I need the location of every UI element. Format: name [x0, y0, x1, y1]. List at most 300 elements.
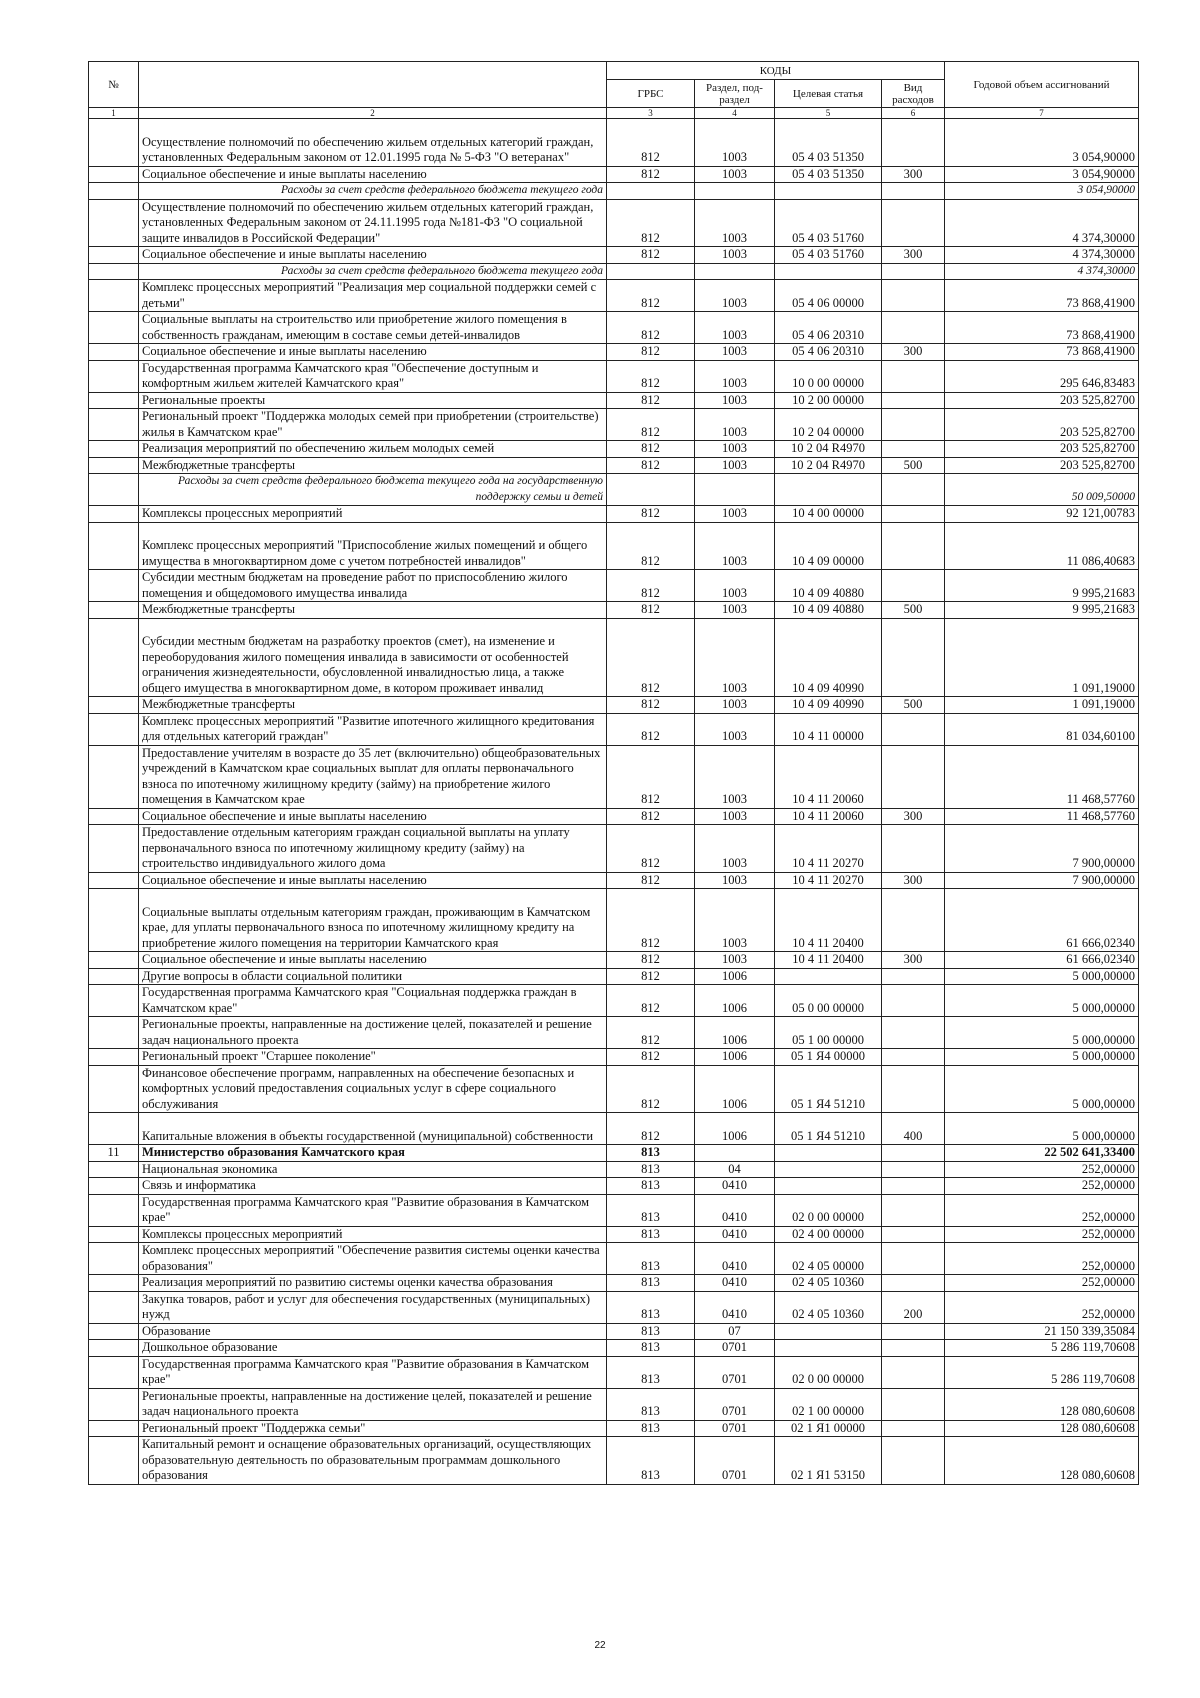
colnum-1: 1 [89, 108, 139, 119]
table-row [89, 1323, 1139, 1340]
cell-razdel: 1003 [695, 522, 775, 570]
table-row [89, 1049, 1139, 1066]
cell-tsel: 02 0 00 00000 [775, 1356, 882, 1388]
cell-vid: 500 [882, 457, 945, 474]
cell-grbs: 812 [607, 441, 695, 458]
cell-tsel: 05 4 03 51350 [775, 166, 882, 183]
cell-name: Другие вопросы в области социальной политики [139, 968, 607, 985]
cell-grbs: 813 [607, 1194, 695, 1226]
cell-amt: 61 666,02340 [945, 889, 1139, 952]
table-row [89, 1194, 1139, 1226]
cell-amt: 73 868,41900 [945, 344, 1139, 361]
cell-tsel: 05 4 06 20310 [775, 312, 882, 344]
cell-name: Финансовое обеспечение программ, направленных на обеспечение безопасных и комфортных условий предоставления социальных услуг в сфере социального обслуживания [139, 1065, 607, 1113]
cell-razdel: 1006 [695, 1049, 775, 1066]
cell-razdel: 1003 [695, 166, 775, 183]
cell-num [89, 1113, 139, 1145]
cell-vid [882, 409, 945, 441]
cell-amt: 5 000,00000 [945, 1049, 1139, 1066]
table-row [89, 166, 1139, 183]
cell-amt: 203 525,82700 [945, 409, 1139, 441]
table-row [89, 985, 1139, 1017]
table-row [89, 392, 1139, 409]
colnum-3: 3 [607, 108, 695, 119]
cell-vid: 300 [882, 952, 945, 969]
cell-vid [882, 360, 945, 392]
cell-tsel [775, 474, 882, 506]
cell-razdel: 0410 [695, 1243, 775, 1275]
cell-amt: 5 000,00000 [945, 1113, 1139, 1145]
cell-num [89, 344, 139, 361]
cell-name: Региональные проекты [139, 392, 607, 409]
table-row [89, 280, 1139, 312]
cell-razdel: 0701 [695, 1356, 775, 1388]
cell-razdel: 0701 [695, 1437, 775, 1485]
header-codes: КОДЫ [607, 62, 945, 80]
cell-tsel [775, 263, 882, 280]
header-tsel: Целевая статья [775, 80, 882, 108]
cell-tsel: 10 2 04 R4970 [775, 457, 882, 474]
table-row [89, 697, 1139, 714]
table-row [89, 522, 1139, 570]
cell-grbs: 812 [607, 199, 695, 247]
cell-name: Дошкольное образование [139, 1340, 607, 1357]
cell-vid [882, 713, 945, 745]
cell-name: Региональный проект "Поддержка молодых семей при приобретении (строительстве) жилья в Камчатском крае" [139, 409, 607, 441]
cell-vid [882, 183, 945, 200]
colnum-4: 4 [695, 108, 775, 119]
cell-vid [882, 1161, 945, 1178]
cell-tsel [775, 968, 882, 985]
table-row [89, 457, 1139, 474]
cell-razdel: 1003 [695, 825, 775, 873]
cell-razdel: 04 [695, 1161, 775, 1178]
cell-tsel [775, 1323, 882, 1340]
cell-name: Расходы за счет средств федерального бюджета текущего года [139, 263, 607, 280]
cell-num [89, 166, 139, 183]
table-row [89, 344, 1139, 361]
cell-vid [882, 263, 945, 280]
cell-num [89, 1226, 139, 1243]
cell-name: Реализация мероприятий по развитию системы оценки качества образования [139, 1275, 607, 1292]
cell-vid: 300 [882, 166, 945, 183]
cell-vid [882, 985, 945, 1017]
cell-name: Социальное обеспечение и иные выплаты населению [139, 247, 607, 264]
cell-name: Региональный проект "Старшее поколение" [139, 1049, 607, 1066]
cell-vid [882, 1340, 945, 1357]
cell-num [89, 360, 139, 392]
header-vid: Вид расходов [882, 80, 945, 108]
table-row [89, 808, 1139, 825]
cell-razdel: 1003 [695, 280, 775, 312]
cell-razdel: 1003 [695, 618, 775, 697]
header-no: № [89, 62, 139, 108]
cell-tsel: 05 4 03 51350 [775, 119, 882, 167]
cell-vid [882, 1145, 945, 1162]
cell-tsel: 10 2 04 00000 [775, 409, 882, 441]
cell-grbs: 812 [607, 618, 695, 697]
cell-amt: 5 000,00000 [945, 985, 1139, 1017]
cell-amt: 21 150 339,35084 [945, 1323, 1139, 1340]
cell-name: Комплекс процессных мероприятий "Обеспечение развития системы оценки качества образования" [139, 1243, 607, 1275]
colnum-7: 7 [945, 108, 1139, 119]
cell-grbs: 812 [607, 602, 695, 619]
cell-grbs: 813 [607, 1275, 695, 1292]
table-row [89, 1340, 1139, 1357]
cell-vid [882, 506, 945, 523]
cell-razdel: 0701 [695, 1340, 775, 1357]
cell-vid: 500 [882, 697, 945, 714]
cell-razdel: 1003 [695, 697, 775, 714]
table-row [89, 199, 1139, 247]
cell-grbs: 813 [607, 1161, 695, 1178]
cell-amt: 128 080,60608 [945, 1388, 1139, 1420]
colnum-6: 6 [882, 108, 945, 119]
table-row [89, 441, 1139, 458]
cell-amt: 73 868,41900 [945, 312, 1139, 344]
cell-name: Социальное обеспечение и иные выплаты населению [139, 872, 607, 889]
cell-amt: 1 091,19000 [945, 618, 1139, 697]
cell-amt: 92 121,00783 [945, 506, 1139, 523]
cell-grbs: 813 [607, 1145, 695, 1162]
cell-vid [882, 474, 945, 506]
cell-razdel: 1003 [695, 506, 775, 523]
cell-name: Комплексы процессных мероприятий [139, 506, 607, 523]
cell-razdel: 1006 [695, 1065, 775, 1113]
cell-grbs: 812 [607, 570, 695, 602]
cell-vid [882, 1194, 945, 1226]
cell-amt: 11 468,57760 [945, 745, 1139, 808]
table-row [89, 247, 1139, 264]
cell-name: Осуществление полномочий по обеспечению жильем отдельных категорий граждан, установленных Федеральным законом от 12.01.1995 года № 5-ФЗ "О ветеранах" [139, 119, 607, 167]
cell-num [89, 1275, 139, 1292]
cell-amt: 11 468,57760 [945, 808, 1139, 825]
cell-vid [882, 1243, 945, 1275]
cell-num [89, 1017, 139, 1049]
cell-razdel: 0410 [695, 1291, 775, 1323]
budget-table [88, 61, 1139, 1485]
cell-grbs: 812 [607, 1113, 695, 1145]
cell-tsel [775, 1178, 882, 1195]
cell-name: Государственная программа Камчатского края "Обеспечение доступным и комфортным жильем жителей Камчатского края" [139, 360, 607, 392]
cell-amt: 3 054,90000 [945, 166, 1139, 183]
cell-tsel: 02 1 Я1 53150 [775, 1437, 882, 1485]
cell-tsel: 10 4 09 40880 [775, 570, 882, 602]
cell-tsel: 10 4 09 40990 [775, 618, 882, 697]
cell-name: Государственная программа Камчатского края "Социальная поддержка граждан в Камчатском крае" [139, 985, 607, 1017]
table-row [89, 1017, 1139, 1049]
cell-num [89, 280, 139, 312]
cell-vid [882, 745, 945, 808]
cell-tsel: 05 4 06 20310 [775, 344, 882, 361]
cell-name: Реализация мероприятий по обеспечению жильем молодых семей [139, 441, 607, 458]
cell-num [89, 409, 139, 441]
cell-num [89, 199, 139, 247]
cell-amt: 5 000,00000 [945, 1017, 1139, 1049]
cell-grbs: 812 [607, 713, 695, 745]
cell-grbs: 812 [607, 968, 695, 985]
colnum-2: 2 [139, 108, 607, 119]
cell-num [89, 247, 139, 264]
cell-tsel: 05 1 Я4 00000 [775, 1049, 882, 1066]
table-row [89, 360, 1139, 392]
cell-grbs: 812 [607, 344, 695, 361]
cell-num [89, 872, 139, 889]
cell-razdel: 1006 [695, 1113, 775, 1145]
table-row [89, 889, 1139, 952]
cell-tsel: 10 4 11 00000 [775, 713, 882, 745]
cell-vid: 300 [882, 872, 945, 889]
cell-name: Осуществление полномочий по обеспечению жильем отдельных категорий граждан, установленных Федеральным законом от 24.11.1995 года №181-ФЗ "О социальной защите инвалидов в Российской Федерации" [139, 199, 607, 247]
cell-amt: 203 525,82700 [945, 392, 1139, 409]
cell-name: Предоставление учителям в возрасте до 35 лет (включительно) общеобразовательных учреждений в Камчатском крае социальных выплат для оплаты первоначального взноса по ипотечному жилищному кредиту (займу) на приобретение жилого помещения в Камчатском крае [139, 745, 607, 808]
cell-razdel: 0410 [695, 1275, 775, 1292]
cell-tsel: 10 4 11 20400 [775, 952, 882, 969]
cell-tsel: 05 1 Я4 51210 [775, 1065, 882, 1113]
cell-vid: 300 [882, 344, 945, 361]
cell-razdel: 1003 [695, 952, 775, 969]
cell-name: Государственная программа Камчатского края "Развитие образования в Камчатском крае" [139, 1194, 607, 1226]
cell-amt: 73 868,41900 [945, 280, 1139, 312]
cell-tsel: 10 2 04 R4970 [775, 441, 882, 458]
cell-tsel: 02 0 00 00000 [775, 1194, 882, 1226]
cell-num [89, 697, 139, 714]
header-name [139, 62, 607, 108]
cell-amt: 4 374,30000 [945, 247, 1139, 264]
cell-tsel: 02 4 05 10360 [775, 1291, 882, 1323]
cell-amt: 3 054,90000 [945, 183, 1139, 200]
cell-grbs: 813 [607, 1420, 695, 1437]
cell-razdel: 1003 [695, 457, 775, 474]
colnum-5: 5 [775, 108, 882, 119]
cell-tsel: 10 4 11 20270 [775, 872, 882, 889]
cell-grbs: 813 [607, 1178, 695, 1195]
cell-name: Социальное обеспечение и иные выплаты населению [139, 166, 607, 183]
cell-vid [882, 280, 945, 312]
cell-vid [882, 1178, 945, 1195]
cell-vid: 500 [882, 602, 945, 619]
table-row [89, 1420, 1139, 1437]
cell-amt: 50 009,50000 [945, 474, 1139, 506]
cell-num [89, 392, 139, 409]
cell-name: Комплекс процессных мероприятий "Развитие ипотечного жилищного кредитования для отдельных категорий граждан" [139, 713, 607, 745]
cell-vid [882, 618, 945, 697]
page-number: 22 [594, 1640, 606, 1651]
table-row [89, 602, 1139, 619]
cell-name: Субсидии местным бюджетам на проведение работ по приспособлению жилого помещения и общедомового имущества инвалида [139, 570, 607, 602]
cell-tsel: 10 4 00 00000 [775, 506, 882, 523]
cell-num [89, 263, 139, 280]
cell-grbs: 813 [607, 1243, 695, 1275]
cell-num [89, 1437, 139, 1485]
cell-name: Межбюджетные трансферты [139, 602, 607, 619]
cell-grbs: 812 [607, 409, 695, 441]
cell-num [89, 825, 139, 873]
cell-num [89, 618, 139, 697]
cell-num: 11 [89, 1145, 139, 1162]
cell-amt: 4 374,30000 [945, 263, 1139, 280]
cell-tsel: 05 0 00 00000 [775, 985, 882, 1017]
cell-tsel: 05 4 03 51760 [775, 199, 882, 247]
cell-amt: 252,00000 [945, 1291, 1139, 1323]
cell-vid [882, 1017, 945, 1049]
cell-num [89, 183, 139, 200]
table-row [89, 119, 1139, 167]
cell-name: Расходы за счет средств федерального бюджета текущего года [139, 183, 607, 200]
cell-tsel: 02 1 Я1 00000 [775, 1420, 882, 1437]
cell-vid [882, 1226, 945, 1243]
cell-grbs: 812 [607, 119, 695, 167]
table-row [89, 1113, 1139, 1145]
column-numbers-row [89, 108, 1139, 119]
cell-vid [882, 1323, 945, 1340]
cell-grbs: 812 [607, 1017, 695, 1049]
cell-tsel: 10 4 11 20270 [775, 825, 882, 873]
table-header [89, 62, 1139, 119]
cell-num [89, 119, 139, 167]
cell-amt: 5 000,00000 [945, 968, 1139, 985]
cell-razdel: 1003 [695, 713, 775, 745]
cell-grbs: 812 [607, 985, 695, 1017]
cell-amt: 128 080,60608 [945, 1420, 1139, 1437]
cell-name: Закупка товаров, работ и услуг для обеспечения государственных (муниципальных) нужд [139, 1291, 607, 1323]
cell-vid [882, 1049, 945, 1066]
cell-tsel: 10 4 11 20400 [775, 889, 882, 952]
header-grbs: ГРБС [607, 80, 695, 108]
cell-vid: 400 [882, 1113, 945, 1145]
cell-amt: 5 000,00000 [945, 1065, 1139, 1113]
cell-name: Расходы за счет средств федерального бюджета текущего года на государственную поддержку семьи и детей [139, 474, 607, 506]
cell-name: Региональные проекты, направленные на достижение целей, показателей и решение задач национального проекта [139, 1017, 607, 1049]
cell-grbs [607, 263, 695, 280]
cell-grbs: 813 [607, 1340, 695, 1357]
table-row [89, 1178, 1139, 1195]
table-row [89, 1065, 1139, 1113]
cell-num [89, 889, 139, 952]
cell-grbs: 813 [607, 1226, 695, 1243]
cell-tsel: 10 4 09 00000 [775, 522, 882, 570]
header-razdel: Раздел, под-раздел [695, 80, 775, 108]
cell-razdel: 1003 [695, 441, 775, 458]
cell-num [89, 1194, 139, 1226]
cell-name: Комплекс процессных мероприятий "Приспособление жилых помещений и общего имущества в многоквартирном доме с учетом потребностей инвалидов" [139, 522, 607, 570]
cell-tsel: 02 4 05 10360 [775, 1275, 882, 1292]
table-row [89, 1275, 1139, 1292]
cell-razdel: 0701 [695, 1388, 775, 1420]
cell-grbs: 812 [607, 312, 695, 344]
table-row [89, 968, 1139, 985]
cell-tsel: 02 4 00 00000 [775, 1226, 882, 1243]
table-row [89, 872, 1139, 889]
cell-grbs: 813 [607, 1437, 695, 1485]
cell-grbs: 812 [607, 825, 695, 873]
cell-vid [882, 968, 945, 985]
cell-tsel [775, 1161, 882, 1178]
note-row [89, 474, 1139, 506]
cell-amt: 9 995,21683 [945, 602, 1139, 619]
cell-grbs: 812 [607, 952, 695, 969]
cell-num [89, 1049, 139, 1066]
cell-name: Региональный проект "Поддержка семьи" [139, 1420, 607, 1437]
cell-amt: 1 091,19000 [945, 697, 1139, 714]
cell-grbs: 812 [607, 697, 695, 714]
cell-vid [882, 312, 945, 344]
table-row [89, 1145, 1139, 1162]
cell-grbs: 812 [607, 1065, 695, 1113]
cell-name: Образование [139, 1323, 607, 1340]
cell-razdel [695, 263, 775, 280]
cell-grbs [607, 474, 695, 506]
cell-razdel: 1003 [695, 247, 775, 264]
cell-razdel: 1003 [695, 199, 775, 247]
cell-name: Социальное обеспечение и иные выплаты населению [139, 952, 607, 969]
cell-num [89, 522, 139, 570]
table-row [89, 745, 1139, 808]
cell-num [89, 968, 139, 985]
cell-vid [882, 1356, 945, 1388]
cell-grbs: 812 [607, 808, 695, 825]
cell-tsel: 10 4 11 20060 [775, 745, 882, 808]
table-row [89, 570, 1139, 602]
table-row [89, 1437, 1139, 1485]
cell-tsel: 05 1 Я4 51210 [775, 1113, 882, 1145]
cell-num [89, 441, 139, 458]
cell-amt: 252,00000 [945, 1161, 1139, 1178]
cell-amt: 61 666,02340 [945, 952, 1139, 969]
cell-tsel: 05 4 03 51760 [775, 247, 882, 264]
cell-grbs: 812 [607, 1049, 695, 1066]
cell-num [89, 1291, 139, 1323]
cell-amt: 5 286 119,70608 [945, 1356, 1139, 1388]
cell-amt: 252,00000 [945, 1275, 1139, 1292]
cell-tsel: 05 1 00 00000 [775, 1017, 882, 1049]
cell-tsel: 02 4 05 00000 [775, 1243, 882, 1275]
cell-name: Социальные выплаты на строительство или приобретение жилого помещения в собственность гражданам, имеющим в составе семьи детей-инвалидов [139, 312, 607, 344]
cell-razdel: 1003 [695, 409, 775, 441]
cell-vid [882, 1388, 945, 1420]
cell-grbs: 812 [607, 522, 695, 570]
cell-amt: 22 502 641,33400 [945, 1145, 1139, 1162]
cell-name: Министерство образования Камчатского края [139, 1145, 607, 1162]
cell-tsel: 10 4 09 40990 [775, 697, 882, 714]
cell-razdel: 1003 [695, 119, 775, 167]
cell-name: Социальные выплаты отдельным категориям граждан, проживающим в Камчатском крае, для уплаты первоначального взноса по ипотечному жилищному кредиту на приобретение жилого помещения на территории Камчатского края [139, 889, 607, 952]
cell-num [89, 602, 139, 619]
cell-name: Национальная экономика [139, 1161, 607, 1178]
cell-razdel: 1003 [695, 808, 775, 825]
cell-vid [882, 1275, 945, 1292]
cell-tsel [775, 1340, 882, 1357]
cell-grbs: 813 [607, 1388, 695, 1420]
table-row [89, 1243, 1139, 1275]
cell-amt: 7 900,00000 [945, 825, 1139, 873]
cell-num [89, 457, 139, 474]
table-body [89, 119, 1139, 1485]
cell-num [89, 1243, 139, 1275]
cell-razdel: 0701 [695, 1420, 775, 1437]
cell-amt: 252,00000 [945, 1178, 1139, 1195]
cell-vid [882, 392, 945, 409]
cell-grbs: 812 [607, 889, 695, 952]
cell-name: Капитальные вложения в объекты государственной (муниципальной) собственности [139, 1113, 607, 1145]
cell-razdel [695, 183, 775, 200]
cell-razdel: 0410 [695, 1178, 775, 1195]
cell-amt: 4 374,30000 [945, 199, 1139, 247]
cell-razdel: 1003 [695, 392, 775, 409]
cell-name: Региональные проекты, направленные на достижение целей, показателей и решение задач национального проекта [139, 1388, 607, 1420]
cell-num [89, 985, 139, 1017]
cell-num [89, 808, 139, 825]
